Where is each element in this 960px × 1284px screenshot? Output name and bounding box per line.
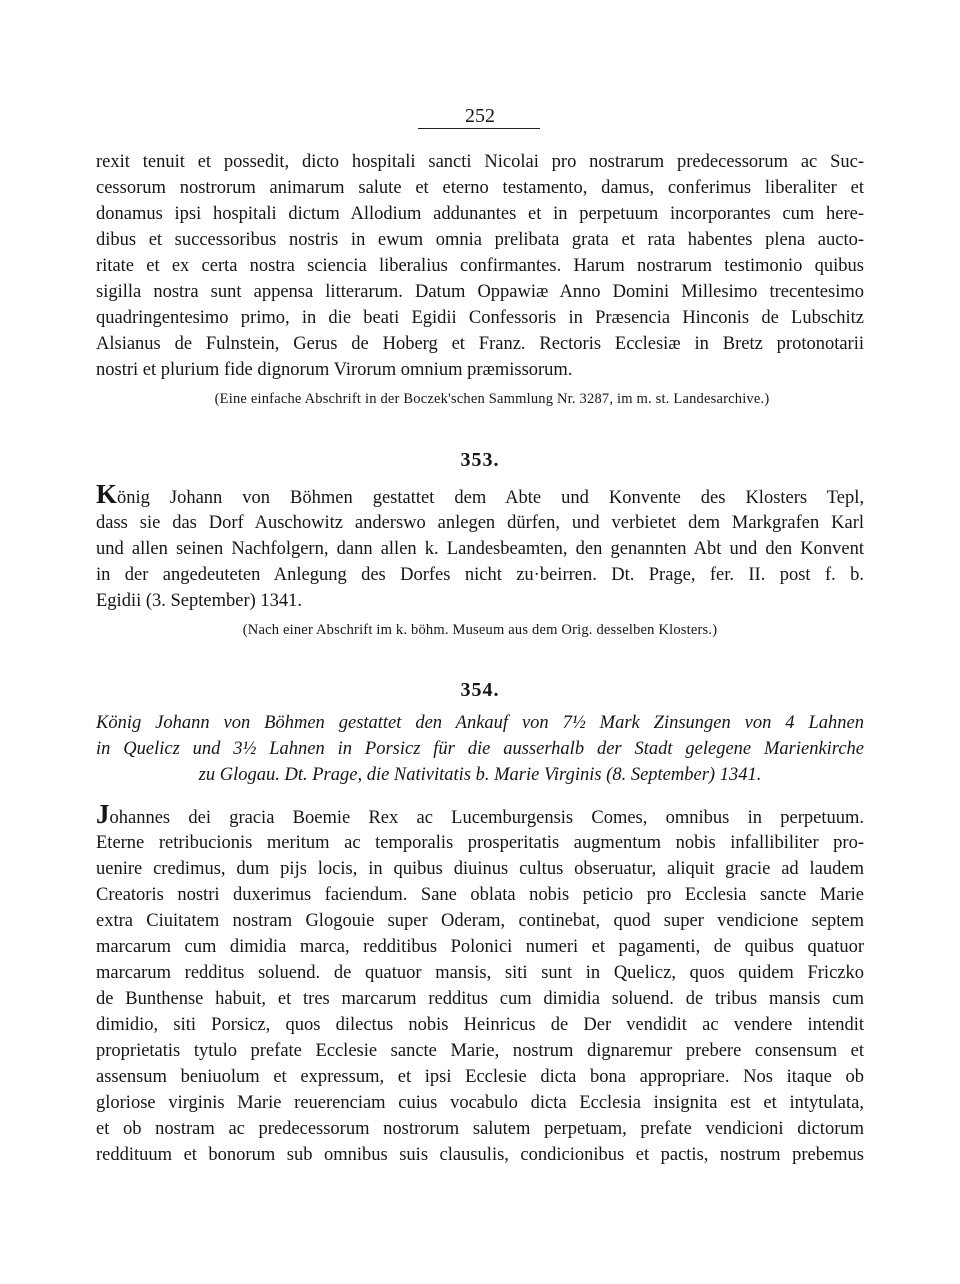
text-line: Egidii (3. September) 1341. xyxy=(96,591,303,611)
text-line: Alsianus de Fulnstein, Gerus de Hoberg et Franz. Rectoris Ecclesiæ in Bretz protonotarii xyxy=(96,334,864,354)
text-line: in der angedeuteten Anlegung des Dorfes nicht zu·beirren. Dt. Prage, fer. II. post f. b. xyxy=(96,565,864,585)
text-line: rexit tenuit et possedit, dicto hospitali sancti Nicolai pro nostrarum predecessorum ac Suc- xyxy=(96,152,864,172)
text-line xyxy=(96,799,864,830)
text-line: assensum beniuolum et expressum, et ipsi Ecclesie dicta bona appropriare. Nos itaque ob xyxy=(96,1067,864,1087)
text-line: reddituum et bonorum sub omnibus suis clausulis, condicionibus et pactis, nostrum prebemus xyxy=(96,1145,864,1165)
header-rule xyxy=(418,128,540,129)
text-line: de Bunthense habuit, et tres marcarum redditus cum dimidia soluend. de tribus mansis cum xyxy=(96,989,864,1009)
text-line: ritate et ex certa nostra sciencia liberalius confirmantes. Harum nostrarum testimonio quibus xyxy=(96,256,864,276)
text-line xyxy=(96,479,864,510)
text-line: Eterne retribucionis meritum ac temporalis prosperitatis augmentum nobis infallibiliter pro- xyxy=(96,833,864,853)
text-line: donamus ipsi hospitali dictum Allodium addunantes et in perpetuum incorporantes cum here- xyxy=(96,204,864,224)
document-number: 354. xyxy=(460,679,500,701)
line-text: önig Johann von Böhmen gestattet dem Abte und Konvente des Klosters Tepl, xyxy=(117,488,864,508)
text-line: quadringentesimo primo, in die beati Egidii Confessoris in Præsencia Hinconis de Lubschitz xyxy=(96,308,864,328)
text-line: proprietatis tytulo prefate Ecclesie sancte Marie, nostrum dignaremur prebere consensum et xyxy=(96,1041,864,1061)
text-line: dibus et successoribus nostris in ewum omnia prelibata grata et rata habentes plena aucto- xyxy=(96,230,864,250)
line-text: ohannes dei gracia Boemie Rex ac Lucemburgensis Comes, omnibus in perpetuum. xyxy=(109,808,864,828)
source-note: (Nach einer Abschrift im k. böhm. Museum aus dem Orig. desselben Klosters.) xyxy=(242,622,718,638)
drop-initial: K xyxy=(96,479,118,509)
text-line: gloriose virginis Marie reuerenciam cuius vocabulo dicta Ecclesia insignita est et intytulata, xyxy=(96,1093,864,1113)
summary-line: in Quelicz und 3½ Lahnen in Porsicz für die ausserhalb der Stadt gelegene Marienkirche xyxy=(96,739,864,759)
text-line: uenire credimus, dum pijs locis, in quibus diuinus cultus obseruatur, aliquit gracie ad laudem xyxy=(96,859,864,879)
source-note: (Eine einfache Abschrift in der Boczek'schen Sammlung Nr. 3287, im m. st. Landesarchive.) xyxy=(214,391,770,407)
text-line: marcarum redditus soluend. de quatuor mansis, siti sunt in Quelicz, quos quidem Friczko xyxy=(96,963,864,983)
summary-line: zu Glogau. Dt. Prage, die Nativitatis b. Marie Virginis (8. September) 1341. xyxy=(198,765,762,785)
summary-line: König Johann von Böhmen gestattet den Ankauf von 7½ Mark Zinsungen von 4 Lahnen xyxy=(96,713,864,733)
text-line: extra Ciuitatem nostram Glogouie super Oderam, continebat, quod super vendicione septem xyxy=(96,911,864,931)
text-line: sigilla nostra sunt appensa litterarum. Datum Oppawiæ Anno Domini Millesimo trecentesimo xyxy=(96,282,864,302)
text-line: Creatoris nostri duxerimus faciendum. Sane oblata nobis peticio pro Ecclesia sancte Marie xyxy=(96,885,864,905)
text-line: marcarum cum dimidia marca, redditibus Polonici numeri et pagamenti, de quibus quatuor xyxy=(96,937,864,957)
text-line: et ob nostram ac predecessorum nostrorum salutem perpetuam, prefate vendicioni dictorum xyxy=(96,1119,864,1139)
text-line: cessorum nostrorum animarum salute et eterno testamento, damus, conferimus liberaliter et xyxy=(96,178,864,198)
text-line: dass sie das Dorf Auschowitz anderswo anlegen dürfen, und verbietet dem Markgrafen Karl xyxy=(96,513,864,533)
text-line: und allen seinen Nachfolgern, dann allen k. Landesbeamten, den genannten Abt und den Konvent xyxy=(96,539,864,559)
page-number: 252 xyxy=(465,105,495,127)
drop-initial: J xyxy=(96,799,110,829)
text-line: nostri et plurium fide dignorum Virorum omnium præmissorum. xyxy=(96,360,573,380)
text-line: dimidio, siti Porsicz, quos dilectus nobis Heinricus de Der vendidit ac vendere intendit xyxy=(96,1015,864,1035)
document-number: 353. xyxy=(460,449,500,471)
